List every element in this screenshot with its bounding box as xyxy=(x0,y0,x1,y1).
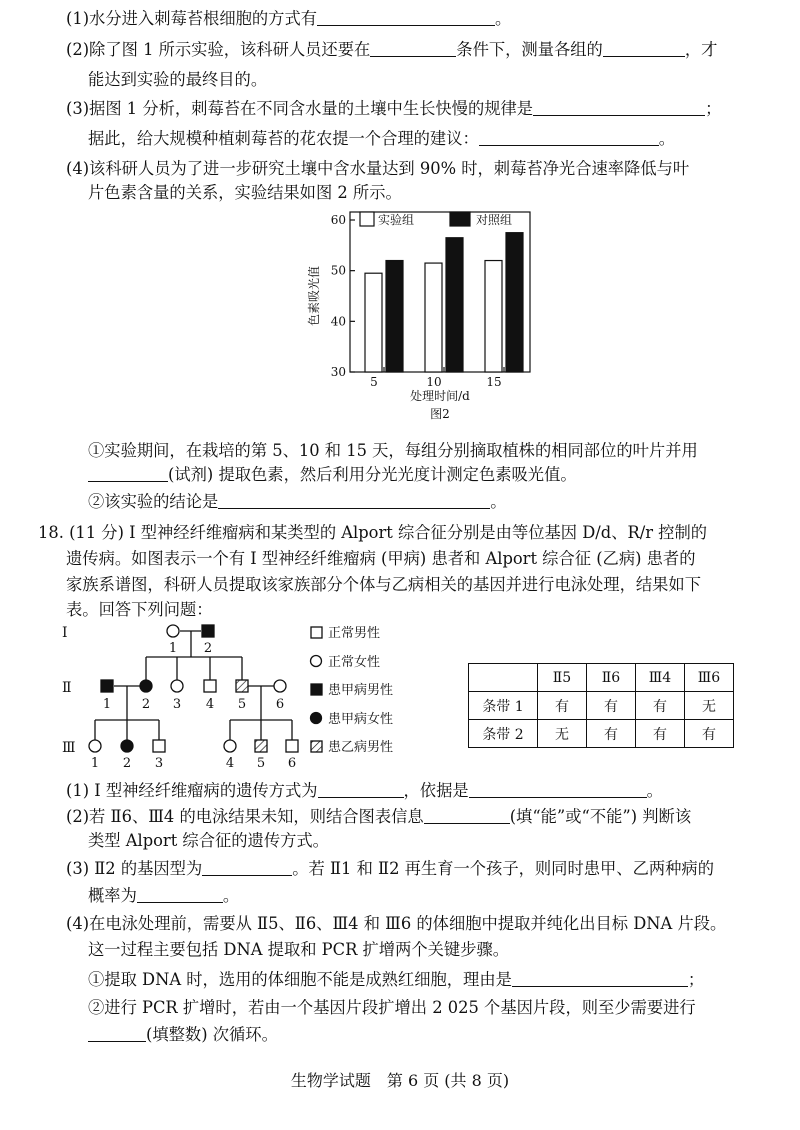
individual-number: 4 xyxy=(225,756,235,771)
table-corner-cell xyxy=(469,664,538,692)
legend-normal-female-symbol xyxy=(311,656,322,667)
q17-1: (1)水分进入刺莓苔根细胞的方式有 。 xyxy=(66,9,512,28)
individual-II1 xyxy=(101,680,113,692)
q18-4-1: ①提取 DNA 时，选用的体细胞不能是成熟红细胞，理由是 ； xyxy=(88,970,705,989)
individual-II6 xyxy=(274,680,286,692)
table-cell: 无 xyxy=(538,720,587,748)
row-label: 条带 2 xyxy=(469,720,538,748)
x-axis-label: 处理时间/d xyxy=(410,389,470,403)
q18-intro-3: 家族系谱图，科研人员提取该家族部分个体与乙病相关的基因并进行电泳处理，结果如下 xyxy=(66,575,701,594)
table-header-row xyxy=(469,664,734,692)
q18-2-cont: 类型 Alport 综合征的遗传方式。 xyxy=(88,831,329,850)
individual-number: 1 xyxy=(102,697,112,712)
q17-2-cont: 能达到实验的最终目的。 xyxy=(88,70,268,89)
individual-III1 xyxy=(89,740,101,752)
generation-label: Ⅲ xyxy=(62,740,76,756)
legend-jia-female-symbol xyxy=(311,713,322,724)
q18-intro-4: 表。回答下列问题： xyxy=(66,600,213,619)
q17-4-2: ②该实验的结论是 。 xyxy=(88,492,507,511)
x-tick-label: 5 xyxy=(370,375,378,389)
table-cell: 有 xyxy=(685,720,734,748)
q18-2: (2)若 Ⅱ6、Ⅲ4 的电泳结果未知，则结合图表信息 (填“能”或“不能”) 判断该 xyxy=(66,807,692,826)
q18-4-cont: 这一过程主要包括 DNA 提取和 PCR 扩增两个关键步骤。 xyxy=(88,940,510,959)
q18-4-2-cont: (填整数) 次循环。 xyxy=(88,1025,278,1045)
answer-blank[interactable] xyxy=(512,970,688,987)
y-tick-label: 40 xyxy=(330,314,346,329)
q17-4-1-cont: (试剂) 提取色素，然后利用分光光度计测定色素吸光值。 xyxy=(88,465,577,485)
individual-number: 2 xyxy=(141,697,151,712)
individual-number: 2 xyxy=(203,641,213,656)
answer-blank[interactable] xyxy=(318,781,404,798)
table-cell: 有 xyxy=(538,692,587,720)
individual-II5 xyxy=(236,680,248,692)
table-cell: 有 xyxy=(636,692,685,720)
individual-II3 xyxy=(171,680,183,692)
individual-III5 xyxy=(255,740,267,752)
individual-number: 3 xyxy=(154,756,164,771)
answer-blank[interactable] xyxy=(137,886,223,903)
electrophoresis-table xyxy=(468,663,734,748)
individual-number: 5 xyxy=(237,697,247,712)
legend-yi-male-symbol xyxy=(311,741,322,752)
x-tick-label: 15 xyxy=(486,375,502,389)
legend-normal-male-symbol xyxy=(311,627,322,638)
table-cell: 有 xyxy=(587,720,636,748)
generation-label: Ⅱ xyxy=(62,680,72,696)
individual-number: 5 xyxy=(256,756,266,771)
q18-3: (3) Ⅱ2 的基因型为 。若 Ⅱ1 和 Ⅱ2 再生育一个孩子，则同时患甲、乙两种病的 xyxy=(66,859,714,878)
individual-III3 xyxy=(153,740,165,752)
individual-number: 3 xyxy=(172,697,182,712)
q18-4: (4)在电泳处理前，需要从 Ⅱ5、Ⅱ6、Ⅲ4 和 Ⅲ6 的体细胞中提取并纯化出目标 DNA 片段。 xyxy=(66,914,727,933)
q17-4-1: ①实验期间，在栽培的第 5、10 和 15 天，每组分别摘取植株的相同部位的叶片并用 xyxy=(88,441,698,460)
q18-3-cont: 概率为 。 xyxy=(88,886,240,905)
q17-4: (4)该科研人员为了进一步研究土壤中含水量达到 90% 时，刺莓苔净光合速率降低与叶 xyxy=(66,159,690,178)
q17-3-cont: 据此，给大规模种植刺莓苔的花农提一个合理的建议： 。 xyxy=(88,129,676,148)
table-row xyxy=(469,720,734,748)
legend-control-label: 对照组 xyxy=(476,213,513,227)
individual-I1 xyxy=(167,625,179,637)
legend-jia-male: 患甲病男性 xyxy=(328,683,394,698)
individual-II2 xyxy=(140,680,152,692)
individual-number: 1 xyxy=(168,641,178,656)
q18-intro-2: 遗传病。如图表示一个有 Ⅰ 型神经纤维瘤病 (甲病) 患者和 Alport 综合征 (乙病) 患者的 xyxy=(66,549,696,568)
page-footer: 生物学试题 第 6 页 (共 8 页) xyxy=(290,1071,510,1090)
legend-jia-male-symbol xyxy=(311,684,322,695)
table-header-cell: Ⅱ6 xyxy=(587,664,636,692)
q17-2: (2)除了图 1 所示实验，该科研人员还要在 条件下，测量各组的 ，才 xyxy=(66,40,718,59)
individual-III4 xyxy=(224,740,236,752)
individual-II4 xyxy=(204,680,216,692)
individual-number: 4 xyxy=(205,697,215,712)
answer-blank[interactable] xyxy=(469,781,647,798)
table-header-cell: Ⅲ4 xyxy=(636,664,685,692)
y-axis-label: 色素吸光值 xyxy=(307,265,321,327)
legend-normal-male: 正常男性 xyxy=(328,626,381,641)
individual-number: 6 xyxy=(275,697,285,712)
table-header-cell: Ⅱ5 xyxy=(538,664,587,692)
legend-experiment-label: 实验组 xyxy=(378,213,415,227)
q17-3: (3)据图 1 分析，刺莓苔在不同含水量的土壤中生长快慢的规律是 ； xyxy=(66,99,722,118)
legend-yi-male: 患乙病男性 xyxy=(328,740,394,755)
generation-label: Ⅰ xyxy=(62,625,68,641)
table-row xyxy=(469,692,734,720)
table-cell: 无 xyxy=(685,692,734,720)
individual-number: 1 xyxy=(90,756,100,771)
individual-number: 6 xyxy=(287,756,297,771)
legend-jia-female: 患甲病女性 xyxy=(328,712,394,727)
x-tick-label: 10 xyxy=(426,375,442,389)
y-tick-label: 50 xyxy=(330,263,346,278)
y-tick-label: 30 xyxy=(330,365,346,379)
q18-1: (1) Ⅰ 型神经纤维瘤病的遗传方式为 ，依据是 。 xyxy=(66,781,663,800)
chart-title: 图2 xyxy=(430,407,450,421)
individual-number: 2 xyxy=(122,756,132,771)
row-label: 条带 1 xyxy=(469,692,538,720)
answer-blank[interactable] xyxy=(202,859,292,876)
answer-blank[interactable] xyxy=(88,1025,146,1042)
q18-intro-1: 18. (11 分) Ⅰ 型神经纤维瘤病和某类型的 Alport 综合征分别是由等位基因 D/d、R/r 控制的 xyxy=(38,523,708,542)
table-cell: 有 xyxy=(636,720,685,748)
y-tick-label: 60 xyxy=(330,213,346,227)
individual-I2 xyxy=(202,625,214,637)
q17-4-cont: 片色素含量的关系，实验结果如图 2 所示。 xyxy=(88,183,402,202)
table-header-cell: Ⅲ6 xyxy=(685,664,734,692)
legend-normal-female: 正常女性 xyxy=(328,655,381,670)
q18-4-2: ②进行 PCR 扩增时，若由一个基因片段扩增出 2 025 个基因片段，则至少需要进行 xyxy=(88,998,696,1017)
answer-blank[interactable] xyxy=(424,807,510,824)
table-cell: 有 xyxy=(587,692,636,720)
individual-III2 xyxy=(121,740,133,752)
individual-III6 xyxy=(286,740,298,752)
